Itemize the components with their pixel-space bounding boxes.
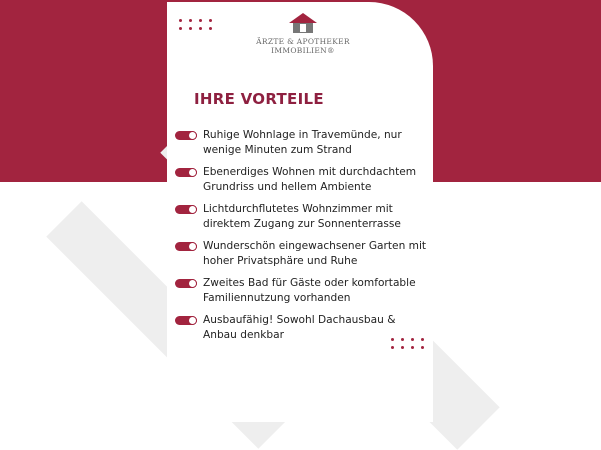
item-text: Ausbaufähig! Sowohl Dachausbau & (203, 314, 396, 326)
toggle-icon (175, 279, 197, 288)
list-item (175, 202, 435, 232)
item-text: direktem Zugang zur Sonnenterrasse (203, 218, 401, 230)
logo (248, 12, 358, 55)
item-text: Familiennutzung vorhanden (203, 292, 351, 304)
list-item (175, 165, 435, 195)
list-item (175, 128, 435, 158)
item-text: Lichtdurchflutetes Wohnzimmer mit (203, 203, 393, 215)
toggle-icon (175, 316, 197, 325)
list-item (175, 239, 435, 269)
item-text: Anbau denkbar (203, 329, 284, 341)
list-item (175, 313, 435, 343)
page-title: IHRE VORTEILE (194, 90, 324, 108)
toggle-icon (175, 242, 197, 251)
item-text: Zweites Bad für Gäste oder komfortable (203, 277, 416, 289)
item-text: Wunderschön eingewachsener Garten mit (203, 240, 427, 252)
logo-line1: ÄRZTE & APOTHEKER (256, 37, 350, 46)
dots-decoration (179, 19, 213, 30)
toggle-icon (175, 205, 197, 214)
list-item (175, 276, 435, 306)
item-text: wenige Minuten zum Strand (203, 144, 352, 156)
house-icon (286, 12, 320, 34)
item-text: Ruhige Wohnlage in Travemünde, nur (203, 129, 402, 141)
logo-line2: IMMOBILIEN® (271, 46, 335, 55)
toggle-icon (175, 168, 197, 177)
item-text: Ebenerdiges Wohnen mit durchdachtem (203, 166, 417, 178)
item-text: Grundriss und hellem Ambiente (203, 181, 372, 193)
benefits-list (175, 128, 435, 350)
item-text: hoher Privatsphäre und Ruhe (203, 255, 358, 267)
toggle-icon (175, 131, 197, 140)
